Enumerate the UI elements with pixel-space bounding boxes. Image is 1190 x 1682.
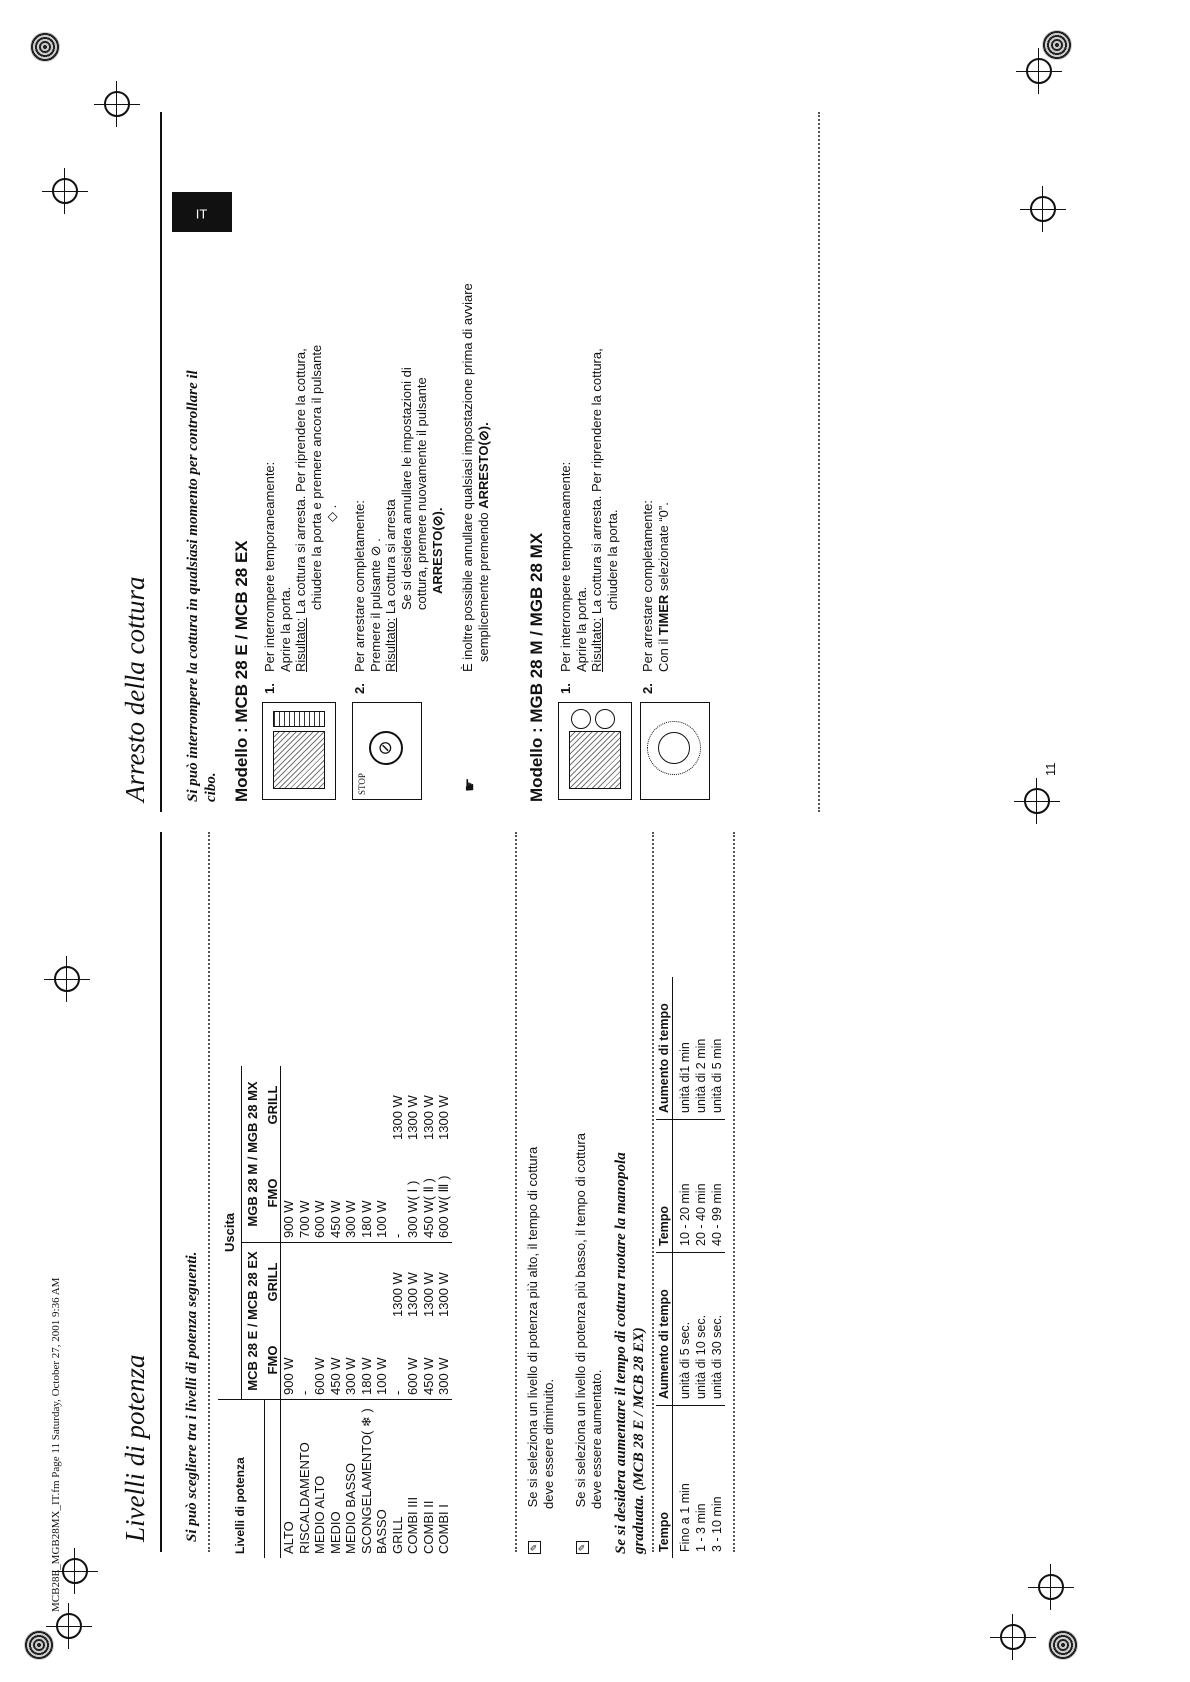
time-increase-table: Tempo Aumento di tempo Tempo Aumento di tempo Fino a 1 min unità di 5 sec. 10 - 20 min unità di1 min 1 - 3 min unità di 10 sec. 20 - 40 min unità di 2 min 3 - 10 min unità di 30 sec. 40 - 99 min unità di 5 min bbox=[656, 977, 725, 1558]
col-group-1: MCB 28 E / MCB 28 EX bbox=[241, 1243, 264, 1400]
oven-door-icon bbox=[273, 731, 325, 789]
timer-dial-illustration bbox=[640, 702, 710, 800]
table-row: SCONGELAMENTO( ❄ ) 180 W 180 W bbox=[359, 1066, 375, 1558]
title-rule bbox=[160, 832, 162, 1552]
registration-blob bbox=[1042, 30, 1072, 60]
registration-mark bbox=[62, 1558, 88, 1584]
table-row: BASSO 100 W 100 W bbox=[374, 1066, 390, 1558]
sub-grill: GRILL bbox=[264, 1085, 280, 1125]
dotted-rule bbox=[652, 832, 654, 1552]
stop-intro: Si può interrompere la cottura in qualsiasi momento per controllare il cibo. bbox=[185, 370, 219, 802]
table-row: 3 - 10 min unità di 30 sec. 40 - 99 min unità di 5 min bbox=[709, 977, 725, 1558]
stop-button-illustration: STOP ⊘ bbox=[352, 702, 422, 800]
registration-mark bbox=[1026, 58, 1052, 84]
model1-step1: 1. Per interrompere temporaneamente: Aprire la porta. Risultato: La cottura si arresta. Per riprendere la cottura, chiudere la porta e premere ancora il pulsante ◇ . bbox=[262, 344, 339, 694]
dial-icon bbox=[571, 709, 591, 729]
registration-mark bbox=[1024, 788, 1050, 814]
stop-icon: ⊘ bbox=[369, 731, 403, 765]
table-row: COMBI I 300 W 1300 W 600 W( Ⅲ ) 1300 W bbox=[436, 1066, 452, 1558]
microwave-door-illustration bbox=[262, 702, 336, 800]
sub-grill: GRILL bbox=[265, 1243, 281, 1322]
table-row: MEDIO ALTO 600 W 600 W bbox=[312, 1066, 328, 1558]
section-title-power: Livelli di potenza bbox=[120, 1354, 150, 1542]
model2-step2: 2. Per arrestare completamente: Con il TIMER selezionate “0”. bbox=[640, 500, 671, 694]
registration-mark bbox=[104, 91, 130, 117]
model2-step1: 1. Per interrompere temporaneamente: Aprire la porta. Risultato: La cottura si arresta. Per riprendere la cottura, chiudere la porta. bbox=[558, 348, 620, 694]
page-number: 11 bbox=[1043, 762, 1058, 776]
model2-heading: Modello : MGB 28 M / MGB 28 MX bbox=[527, 532, 546, 802]
note-icon: ✎ bbox=[576, 1541, 589, 1554]
microwave-door-illustration bbox=[558, 702, 632, 800]
oven-door-icon bbox=[569, 731, 621, 789]
control-panel-icon bbox=[273, 711, 325, 727]
model1-step2: 2. Per arrestare completamente: Premere il pulsante ⊘ . Risultato: La cottura si arresta Se si desidera annullare le impostazioni di cottura, premere nuovamente il pulsante ARRESTO(⊘). bbox=[352, 367, 445, 694]
file-info: MCB28E_MGB28MX_IT.fm Page 11 Saturday, October 27, 2001 9:36 AM bbox=[50, 1277, 62, 1612]
registration-mark bbox=[52, 178, 78, 204]
dotted-rule bbox=[818, 112, 820, 812]
table-row: GRILL - 1300 W - 1300 W bbox=[390, 1066, 406, 1558]
col-group-2: MGB 28 M / MGB 28 MX bbox=[245, 1081, 261, 1227]
col-uscita: Uscita bbox=[218, 1066, 241, 1400]
note-icon: ✎ bbox=[528, 1541, 541, 1554]
registration-mark bbox=[1030, 196, 1056, 222]
increase-time-heading: Se si desidera aumentare il tempo di cottura ruotare la manopola graduata. (MCB 28 E / MCB 28 EX) bbox=[613, 1152, 647, 1554]
hand-pointer-icon: ☛ bbox=[462, 777, 479, 792]
registration-mark bbox=[54, 966, 80, 992]
power-table bbox=[218, 1066, 452, 1558]
sub-fmo: FMO bbox=[264, 1345, 280, 1375]
table-row: Fino a 1 min unità di 5 sec. 10 - 20 min unità di1 min bbox=[677, 977, 693, 1558]
dotted-rule bbox=[515, 832, 517, 1552]
table-row: RISCALDAMENTO - 700 W bbox=[297, 1066, 313, 1558]
timer-dial-icon bbox=[647, 721, 701, 775]
table-row: MEDIO 450 W 450 W bbox=[328, 1066, 344, 1558]
registration-mark bbox=[1038, 1574, 1064, 1600]
model1-tip: È inoltre possibile annullare qualsiasi impostazione prima di avviare semplicemente premendo ARRESTO(⊘). bbox=[460, 283, 491, 672]
note-2: ✎ Se si seleziona un livello di potenza più basso, il tempo di cottura deve essere aumentato. bbox=[573, 1133, 605, 1554]
title-rule bbox=[160, 112, 162, 812]
registration-blob bbox=[1048, 1630, 1078, 1660]
power-intro: Si può scegliere tra i livelli di potenza seguenti. bbox=[184, 1251, 200, 1542]
section-title-stop: Arresto della cottura bbox=[120, 576, 150, 802]
sub-fmo: FMO bbox=[264, 1178, 280, 1208]
dotted-rule bbox=[733, 832, 735, 1552]
note-1: ✎ Se si seleziona un livello di potenza più alto, il tempo di cottura deve essere diminuito. bbox=[525, 1147, 557, 1554]
table-row: COMBI III 600 W 1300 W 300 W( Ⅰ ) 1300 W bbox=[405, 1066, 421, 1558]
registration-blob bbox=[24, 1630, 54, 1660]
table-row: ALTO 900 W 900 W bbox=[281, 1066, 297, 1558]
model1-heading: Modello : MCB 28 E / MCB 28 EX bbox=[232, 540, 251, 802]
col-levels: Livelli di potenza bbox=[218, 1400, 265, 1559]
table-row: 1 - 3 min unità di 10 sec. 20 - 40 min unità di 2 min bbox=[693, 977, 709, 1558]
registration-blob bbox=[30, 32, 60, 62]
table-row: COMBI II 450 W 1300 W 450 W( Ⅱ ) 1300 W bbox=[421, 1066, 437, 1558]
registration-mark bbox=[1000, 1624, 1026, 1650]
dotted-rule bbox=[208, 832, 210, 1552]
table-row: MEDIO BASSO 300 W 300 W bbox=[343, 1066, 359, 1558]
language-tab: IT bbox=[172, 192, 232, 232]
dial-icon bbox=[595, 709, 615, 729]
registration-mark bbox=[56, 1613, 82, 1639]
